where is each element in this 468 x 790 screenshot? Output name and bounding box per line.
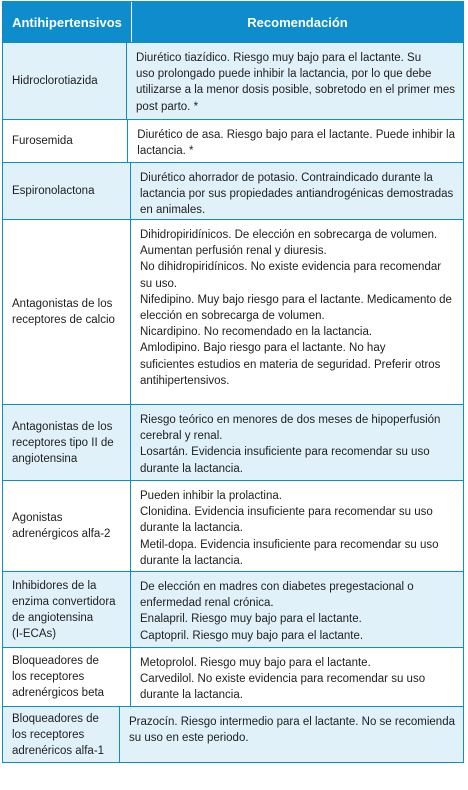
recommendation-line: durante la lactancia.	[140, 689, 243, 702]
drug-name-line: adrenérgicos alfa-2	[12, 528, 111, 540]
recommendation-line: lactancia por sus propiedades antiandrogénicas demostradas	[140, 188, 454, 201]
recommendation-line: enfermedad renal crónica.	[140, 597, 274, 610]
recommendation-line: Enalapril. Riesgo muy bajo para el lactante.	[140, 613, 362, 626]
drug-name-line: Furosemida	[12, 135, 73, 147]
drug-name-line: adrenéricos alfa-1	[12, 744, 105, 757]
drug-cell	[3, 481, 131, 571]
drug-cell	[3, 648, 131, 706]
recommendation-line: De elección en madres con diabetes pregestacional o	[140, 581, 414, 593]
recommendation-line: Carvedilol. No existe evidencia para recomendar su uso	[140, 673, 426, 686]
table-row	[3, 119, 463, 162]
drug-name-line: (I-ECAs)	[12, 627, 57, 640]
table-row	[3, 571, 463, 647]
header-recomendacion: Recomendación	[247, 14, 348, 30]
recommendation-line: su uso en este periodo.	[128, 732, 249, 745]
drug-cell	[3, 572, 131, 647]
drug-cell	[3, 707, 120, 762]
drug-name-line: angiotensina	[12, 452, 78, 465]
recommendation-line: Metoprolol. Riesgo muy bajo para el lactante.	[140, 657, 371, 669]
drug-name-line: Espironolactona	[12, 185, 95, 197]
recommendation-line: Diurético tiazídico. Riesgo muy bajo para el lactante. Su	[136, 52, 422, 64]
recommendation-line: Nifedipino. Muy bajo riesgo para el lactante. Medicamento de	[140, 293, 452, 306]
recommendation-line: durante la lactancia.	[140, 522, 243, 535]
recommendation-line: lactancia. *	[137, 145, 194, 158]
drug-name-line: de angiotensina	[12, 611, 94, 624]
recommendation-line: Diurético de asa. Riesgo bajo para el lactante. Puede inhibir la	[137, 129, 455, 141]
drug-name-line: receptores de calcio	[12, 314, 115, 326]
drug-name-line: Hidroclorotiazida	[12, 75, 98, 87]
drug-name-line: Agonistas	[12, 512, 63, 524]
recommendation-line: Clonidina. Evidencia insuficiente para recomendar su uso	[140, 506, 433, 519]
table-row	[3, 162, 463, 219]
recommendation-line: No dihidropiridínicos. No existe evidencia para recomendar	[140, 261, 442, 274]
recommendation-line: uso prolongado puede inhibir la lactancia, por lo que debe	[136, 68, 432, 81]
drug-name-line: receptores tipo II de	[12, 436, 114, 449]
recommendation-cell	[131, 163, 463, 219]
drug-name-line: Bloqueadores de	[12, 655, 99, 667]
table-row	[3, 42, 463, 119]
drug-cell	[3, 163, 131, 219]
table-row	[3, 219, 463, 404]
recommendation-line: durante la lactancia.	[140, 554, 243, 567]
recommendation-line: Riesgo teórico en menores de dos meses de hipoperfusión	[140, 414, 441, 426]
recommendation-cell	[131, 648, 463, 706]
recommendation-line: Pueden inhibir la prolactina.	[140, 490, 282, 502]
drug-cell	[3, 220, 131, 404]
recommendation-cell	[127, 43, 463, 119]
drug-cell	[3, 43, 127, 119]
drug-name-line: los receptores	[12, 671, 85, 683]
recommendation-line: Dihidropiridínicos. De elección en sobrecarga de volumen.	[140, 229, 438, 241]
recommendation-line: Amlodipino. Bajo riesgo para el lactante. No hay	[140, 342, 386, 355]
recommendation-line: durante la lactancia.	[140, 462, 243, 475]
table-row	[3, 404, 463, 480]
recommendation-line: su uso.	[140, 277, 178, 290]
recommendation-line: Prazocín. Riesgo intermedio para el lactante. No se recomienda	[128, 716, 455, 728]
recommendation-line: cerebral y renal.	[140, 430, 223, 443]
drug-name-line: Antagonistas de los	[12, 420, 113, 433]
table-row	[3, 706, 463, 762]
recommendation-cell	[128, 120, 463, 162]
drug-name-line: Bloqueadores de	[12, 712, 99, 725]
recommendation-line: antihipertensivos.	[140, 374, 230, 387]
drug-cell	[3, 405, 131, 480]
recommendation-line: post parto. *	[136, 100, 199, 113]
recommendation-line: Nicardipino. No recomendado en la lactancia.	[140, 326, 373, 339]
header-antihipertensivos: Antihipertensivos	[3, 2, 132, 42]
recommendation-line: Aumentan perfusión renal y diuresis.	[140, 245, 327, 258]
drug-cell	[3, 120, 128, 162]
recommendation-cell	[131, 481, 463, 571]
recommendation-line: Metil-dopa. Evidencia insuficiente para recomendar su uso	[140, 538, 439, 551]
recommendation-cell	[120, 707, 463, 762]
drug-name-line: los receptores	[12, 728, 85, 741]
table-row	[3, 480, 463, 571]
recommendation-line: en animales.	[140, 204, 206, 217]
antihypertensive-table	[2, 1, 464, 763]
recommendation-line: Captopril. Riesgo muy bajo para el lactante.	[140, 629, 364, 642]
recommendation-cell	[131, 572, 463, 647]
recommendation-line: Diurético ahorrador de potasio. Contraindicado durante la	[140, 172, 433, 184]
table-row	[3, 647, 463, 706]
drug-name-line: adrenérgicos beta	[12, 687, 105, 699]
table-header	[3, 2, 463, 42]
drug-name-line: Inhibidores de la	[12, 579, 97, 592]
drug-name-line: enzima convertidora	[12, 595, 116, 608]
recommendation-cell	[131, 405, 463, 480]
table-body	[3, 42, 463, 762]
recommendation-line: suficientes estudios en materia de seguridad. Preferir otros	[140, 358, 441, 371]
recommendation-line: utilizarse a la menor dosis posible, sobretodo en el primer mes	[136, 84, 455, 97]
recommendation-cell	[131, 220, 463, 404]
recommendation-line: elección en sobrecarga de volumen.	[140, 310, 325, 323]
drug-name-line: Antagonistas de los	[12, 298, 113, 310]
recommendation-line: Losartán. Evidencia insuficiente para recomendar su uso	[140, 446, 430, 459]
